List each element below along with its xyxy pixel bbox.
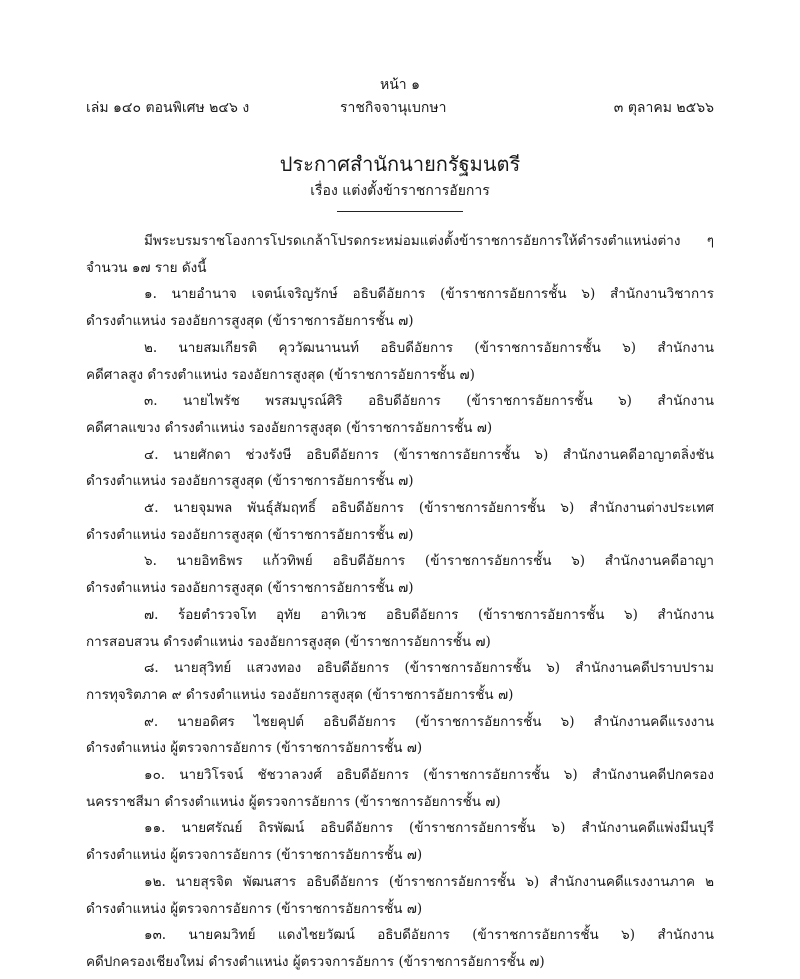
- appointment-item: [86, 762, 714, 815]
- appointment-item: [86, 548, 714, 601]
- publication-date: ๓ ตุลาคม ๒๕๖๖: [613, 100, 714, 116]
- appointment-line-1: ๓. นายไพรัช พรสมบูรณ์ศิริ อธิบดีอัยการ (ข้าราชการอัยการชั้น ๖) สำนักงาน: [144, 393, 714, 410]
- appointment-line-1: ๔. นายศักดา ช่วงรังษี อธิบดีอัยการ (ข้าราชการอัยการชั้น ๖) สำนักงานคดีอาญาตลิ่งชัน: [144, 446, 714, 463]
- document-body: [86, 228, 714, 976]
- appointment-line-1: ๙. นายอดิศร ไชยคุปต์ อธิบดีอัยการ (ข้าราชการอัยการชั้น ๖) สำนักงานคดีแรงงาน: [144, 713, 714, 730]
- appointment-item: [86, 442, 714, 495]
- appointment-line-2: ดำรงตำแหน่ง รองอัยการสูงสุด (ข้าราชการอัยการชั้น ๗): [86, 526, 414, 543]
- appointment-line-2: ดำรงตำแหน่ง ผู้ตรวจการอัยการ (ข้าราชการอัยการชั้น ๗): [86, 847, 423, 864]
- appointment-line-2: ดำรงตำแหน่ง รองอัยการสูงสุด (ข้าราชการอัยการชั้น ๗): [86, 580, 414, 597]
- appointment-item: [86, 709, 714, 762]
- appointment-line-2: ดำรงตำแหน่ง ผู้ตรวจการอัยการ (ข้าราชการอัยการชั้น ๗): [86, 900, 423, 917]
- appointment-line-1: ๑๐. นายวิโรจน์ ชัชวาลวงศ์ อธิบดีอัยการ (ข้าราชการอัยการชั้น ๖) สำนักงานคดีปกครอง: [144, 767, 714, 784]
- appointment-item: [86, 281, 714, 334]
- appointment-line-1: ๒. นายสมเกียรติ คุววัฒนานนท์ อธิบดีอัยการ (ข้าราชการอัยการชั้น ๖) สำนักงาน: [144, 339, 714, 356]
- intro-line-1: มีพระบรมราชโองการโปรดเกล้าโปรดกระหม่อมแต่งตั้งข้าราชการอัยการให้ดำรงตำแหน่งต่าง ๆ: [144, 233, 714, 249]
- document-subject: เรื่อง แต่งตั้งข้าราชการอัยการ: [310, 183, 490, 199]
- appointment-line-1: ๘. นายสุวิทย์ แสวงทอง อธิบดีอัยการ (ข้าราชการอัยการชั้น ๖) สำนักงานคดีปราบปราม: [144, 660, 714, 677]
- appointment-line-1: ๖. นายอิทธิพร แก้วทิพย์ อธิบดีอัยการ (ข้าราชการอัยการชั้น ๖) สำนักงานคดีอาญา: [144, 553, 714, 570]
- appointment-line-1: ๗. ร้อยตำรวจโท อุทัย อาทิเวช อธิบดีอัยการ (ข้าราชการอัยการชั้น ๖) สำนักงาน: [144, 606, 714, 623]
- title-divider: [337, 211, 463, 212]
- appointment-line-2: คดีศาลแขวง ดำรงตำแหน่ง รองอัยการสูงสุด (ข้าราชการอัยการชั้น ๗): [86, 419, 493, 436]
- appointment-line-2: คดีศาลสูง ดำรงตำแหน่ง รองอัยการสูงสุด (ข้าราชการอัยการชั้น ๗): [86, 366, 475, 383]
- appointment-item: [86, 495, 714, 548]
- appointment-item: [86, 602, 714, 655]
- appointment-line-2: ดำรงตำแหน่ง ผู้ตรวจการอัยการ (ข้าราชการอัยการชั้น ๗): [86, 740, 423, 757]
- appointment-item: [86, 922, 714, 975]
- appointment-line-2: ดำรงตำแหน่ง รองอัยการสูงสุด (ข้าราชการอัยการชั้น ๗): [86, 473, 414, 490]
- volume-info: เล่ม ๑๔๐ ตอนพิเศษ ๒๔๖ ง: [86, 100, 250, 116]
- appointment-line-1: ๕. นายจุมพล พันธุ์สัมฤทธิ์ อธิบดีอัยการ (ข้าราชการอัยการชั้น ๖) สำนักงานต่างประเทศ: [144, 500, 714, 517]
- intro-paragraph: [86, 228, 714, 281]
- appointment-item: [86, 815, 714, 868]
- document-title: ประกาศสำนักนายกรัฐมนตรี: [279, 152, 521, 176]
- publication-name: ราชกิจจานุเบกษา: [340, 100, 447, 116]
- appointment-line-2: ดำรงตำแหน่ง รองอัยการสูงสุด (ข้าราชการอัยการชั้น ๗): [86, 313, 414, 330]
- appointment-item: [86, 655, 714, 708]
- intro-line-2: จำนวน ๑๗ ราย ดังนี้: [86, 259, 207, 276]
- appointment-item: [86, 335, 714, 388]
- appointment-item: [86, 869, 714, 922]
- appointment-line-1: ๑๒. นายสุรจิต พัฒนสาร อธิบดีอัยการ (ข้าราชการอัยการชั้น ๖) สำนักงานคดีแรงงานภาค ๒: [144, 873, 714, 890]
- gazette-header: [86, 97, 714, 117]
- appointment-line-1: ๑๓. นายคมวิทย์ แดงไชยวัฒน์ อธิบดีอัยการ (ข้าราชการอัยการชั้น ๖) สำนักงาน: [144, 927, 714, 944]
- page-number: หน้า ๑: [380, 77, 420, 93]
- appointment-line-1: ๑๑. นายศรัณย์ ถิรพัฒน์ อธิบดีอัยการ (ข้าราชการอัยการชั้น ๖) สำนักงานคดีแพ่งมีนบุรี: [144, 820, 714, 837]
- appointment-line-2: การทุจริตภาค ๙ ดำรงตำแหน่ง รองอัยการสูงสุด (ข้าราชการอัยการชั้น ๗): [86, 686, 514, 703]
- appointment-line-2: การสอบสวน ดำรงตำแหน่ง รองอัยการสูงสุด (ข้าราชการอัยการชั้น ๗): [86, 633, 491, 650]
- appointment-line-2: คดีปกครองเชียงใหม่ ดำรงตำแหน่ง ผู้ตรวจการอัยการ (ข้าราชการอัยการชั้น ๗): [86, 953, 545, 970]
- appointment-line-2: นครราชสีมา ดำรงตำแหน่ง ผู้ตรวจการอัยการ (ข้าราชการอัยการชั้น ๗): [86, 793, 501, 810]
- appointment-item: [86, 388, 714, 441]
- appointment-line-1: ๑. นายอำนาจ เจตน์เจริญรักษ์ อธิบดีอัยการ (ข้าราชการอัยการชั้น ๖) สำนักงานวิชาการ: [144, 286, 714, 303]
